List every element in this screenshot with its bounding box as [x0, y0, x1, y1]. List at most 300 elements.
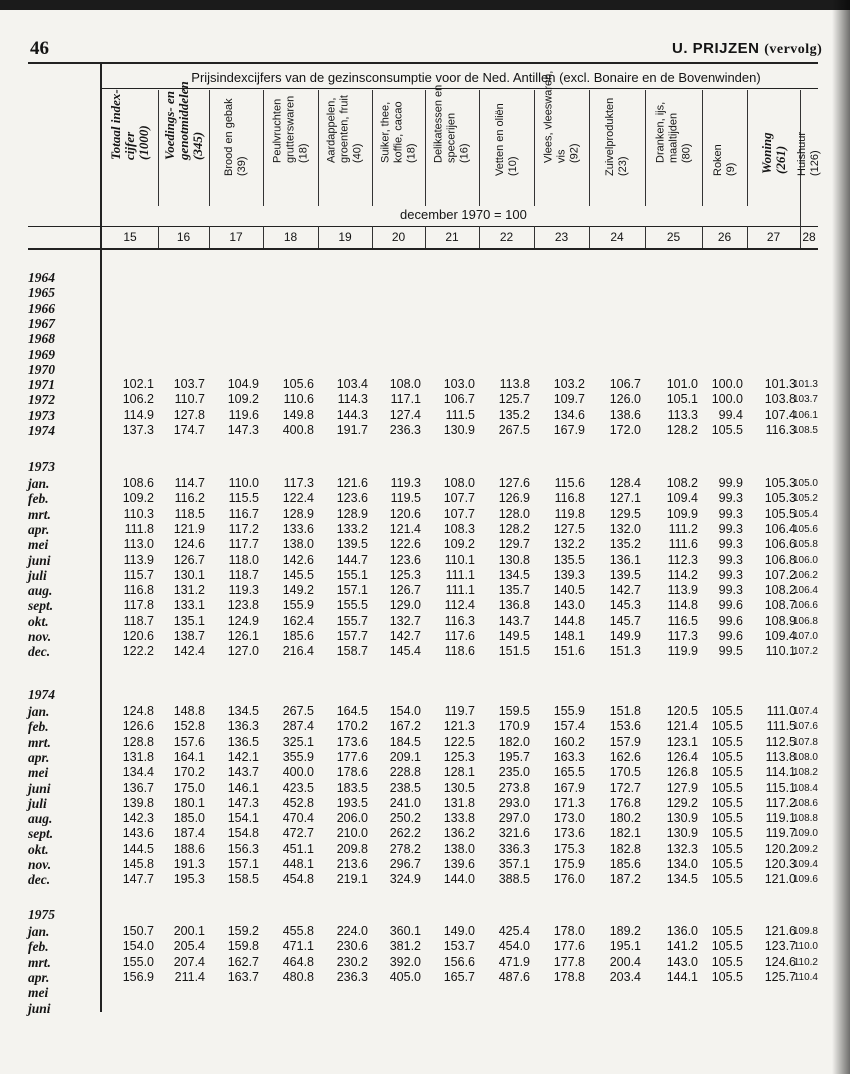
column-header-label: Delikatessen en specerijen (16): [432, 84, 471, 163]
row-label: juli: [28, 567, 47, 583]
table-cell: 105.3: [764, 476, 796, 490]
table-cell: 200.1: [173, 924, 205, 938]
column-header: [318, 92, 372, 202]
column-header: [589, 92, 645, 202]
table-cell: 117.3: [283, 476, 314, 490]
table-cell: 119.7: [765, 826, 796, 841]
table-cell: 178.0: [553, 924, 585, 938]
table-cell: 157.7: [336, 629, 368, 643]
table-cell: 108.4: [792, 782, 818, 794]
table-cell: 142.3: [122, 811, 154, 826]
table-cell: 176.8: [609, 795, 641, 810]
table-cell: 106.1: [792, 409, 818, 421]
table-cell: 136.2: [443, 826, 475, 841]
table-cell: 324.9: [389, 872, 421, 887]
table-cell: 138.0: [443, 841, 475, 856]
table-cell: 111.5: [445, 407, 475, 422]
table-cell: 105.5: [711, 841, 743, 856]
table-cell: 127.4: [389, 407, 421, 422]
table-cell: 216.4: [282, 644, 314, 659]
table-cell: 121.4: [666, 719, 698, 734]
column-header: [479, 92, 534, 202]
table-cell: 99.6: [718, 613, 743, 628]
table-cell: 165.5: [553, 765, 585, 780]
table-cell: 230.2: [336, 954, 368, 969]
table-cell: 104.9: [227, 377, 259, 392]
table-cell: 191.3: [173, 857, 205, 871]
table-cell: 118.6: [444, 644, 475, 659]
table-cell: 105.6: [792, 523, 818, 535]
table-cell: 176.0: [553, 872, 585, 887]
table-cell: 203.4: [609, 969, 641, 984]
table-cell: 113.3: [667, 407, 698, 422]
column-number-divider: [534, 226, 535, 248]
table-cell: 162.4: [282, 613, 314, 628]
table-cell: 105.5: [711, 811, 743, 826]
table-cell: 106.2: [122, 392, 154, 407]
table-cell: 189.2: [609, 924, 641, 938]
table-cell: 110.3: [123, 506, 154, 521]
table-cell: 293.0: [498, 795, 530, 810]
row-label: 1967: [28, 315, 55, 331]
table-cell: 128.9: [282, 506, 314, 521]
table-cell: 106.8: [764, 552, 796, 567]
row-label: 1972: [28, 392, 55, 408]
table-cell: 116.7: [228, 506, 259, 521]
table-cell: 454.0: [498, 939, 530, 954]
table-cell: 123.6: [336, 491, 368, 506]
table-cell: 388.5: [498, 872, 530, 887]
table-cell: 126.8: [666, 765, 698, 780]
table-cell: 115.1: [765, 780, 796, 795]
table-cell: 155.0: [122, 954, 154, 969]
table-cell: 145.3: [609, 598, 641, 613]
table-cell: 129.7: [498, 537, 530, 552]
table-cell: 119.3: [228, 583, 259, 598]
table-cell: 480.8: [282, 969, 314, 984]
table-cell: 153.7: [443, 939, 475, 954]
table-cell: 115.7: [123, 567, 154, 582]
table-cell: 130.8: [498, 552, 530, 567]
table-cell: 210.0: [336, 826, 368, 841]
table-cell: 129.2: [666, 795, 698, 810]
header-rule: [28, 62, 818, 64]
table-cell: 178.8: [553, 969, 585, 984]
table-cell: 400.0: [282, 765, 314, 780]
table-cell: 151.3: [609, 644, 641, 659]
table-cell: 149.2: [282, 583, 314, 598]
table-cell: 336.3: [498, 841, 530, 856]
table-cell: 134.5: [227, 704, 259, 718]
table-cell: 357.1: [498, 857, 530, 871]
table-cell: 250.2: [389, 811, 421, 826]
row-label: 1971: [28, 377, 55, 393]
table-cell: 108.3: [443, 521, 475, 536]
table-cell: 119.8: [554, 506, 585, 521]
column-number: 22: [499, 230, 514, 244]
column-header-label: Totaal index- cijfer (1000): [108, 89, 151, 160]
column-header: [534, 70, 589, 202]
table-cell: 105.5: [711, 826, 743, 841]
table-cell: 195.3: [173, 872, 205, 887]
table-cell: 105.5: [711, 704, 743, 718]
table-cell: 471.1: [282, 939, 314, 954]
table-cell: 125.3: [389, 567, 421, 582]
table-cell: 139.3: [553, 567, 585, 582]
column-header-label: Vlees, vleeswaren, vis (92): [542, 70, 580, 163]
table-cell: 136.0: [666, 924, 698, 938]
column-header: [209, 92, 263, 202]
row-label: jan.: [28, 924, 50, 939]
table-cell: 105.5: [711, 969, 743, 984]
table-cell: 180.1: [173, 795, 205, 810]
table-cell: 108.6: [792, 797, 818, 809]
table-cell: 193.5: [336, 795, 368, 810]
table-cell: 105.5: [711, 924, 743, 938]
column-number-divider: [702, 226, 703, 248]
table-cell: 164.1: [173, 749, 205, 764]
table-cell: 144.5: [122, 841, 154, 856]
table-cell: 110.1: [444, 552, 475, 567]
table-cell: 148.8: [173, 704, 205, 718]
table-cell: 110.7: [174, 392, 205, 407]
table-cell: 116.8: [554, 491, 585, 506]
column-header-label: Suiker, thee, koffie, cacao (18): [379, 101, 417, 163]
table-cell: 109.2: [122, 491, 154, 506]
table-cell: 107.0: [792, 631, 818, 642]
table-cell: 127.6: [498, 476, 530, 490]
table-cell: 138.0: [282, 537, 314, 552]
row-label: mei: [28, 537, 49, 553]
page-number: 46: [30, 38, 49, 59]
table-cell: 116.8: [123, 583, 154, 598]
table-cell: 107.7: [443, 506, 475, 521]
table-cell: 128.2: [666, 423, 698, 437]
table-cell: 113.8: [499, 377, 530, 392]
table-cell: 127.5: [553, 521, 585, 536]
row-label: apr.: [28, 749, 50, 765]
table-cell: 116.2: [174, 491, 205, 506]
column-header-label: Dranken, ijs, maaltijden (80): [654, 101, 692, 163]
column-number: 17: [229, 230, 243, 244]
table-cell: 119.5: [390, 491, 421, 506]
table-cell: 124.8: [122, 704, 154, 718]
table-cell: 105.6: [282, 377, 314, 392]
table-cell: 119.9: [667, 644, 698, 659]
table-cell: 128.1: [443, 765, 475, 780]
table-cell: 134.5: [666, 872, 698, 887]
table-cell: 113.9: [123, 552, 154, 567]
table-cell: 138.6: [609, 407, 641, 422]
table-cell: 105.5: [711, 765, 743, 780]
row-label: 1965: [28, 285, 55, 301]
table-cell: 99.3: [718, 521, 743, 536]
table-cell: 114.8: [667, 598, 698, 613]
table-cell: 111.5: [766, 719, 796, 734]
table-cell: 321.6: [498, 826, 530, 841]
table-cell: 230.6: [336, 939, 368, 954]
table-cell: 170.2: [336, 719, 368, 734]
column-number: 19: [338, 230, 352, 244]
table-cell: 109.4: [792, 859, 818, 870]
base-label: december 1970 = 100: [400, 207, 527, 222]
table-cell: 126.1: [227, 629, 259, 643]
table-cell: 154.8: [227, 826, 259, 841]
table-cell: 171.3: [553, 795, 585, 810]
column-header: [645, 92, 702, 202]
table-cell: 109.6: [792, 874, 818, 886]
table-cell: 273.8: [498, 780, 530, 795]
table-cell: 123.7: [764, 939, 796, 954]
table-cell: 136.8: [498, 598, 530, 613]
table-cell: 142.1: [227, 749, 259, 764]
table-cell: 267.5: [498, 423, 530, 437]
table-cell: 137.3: [122, 423, 154, 437]
table-cell: 114.9: [123, 407, 154, 422]
table-cell: 132.0: [609, 521, 641, 536]
table-cell: 143.7: [498, 613, 530, 628]
column-number-divider: [158, 226, 159, 248]
table-cell: 127.9: [666, 780, 698, 795]
table-cell: 487.6: [498, 969, 530, 984]
table-cell: 455.8: [282, 924, 314, 938]
table-cell: 110.0: [228, 476, 259, 490]
table-cell: 170.2: [173, 765, 205, 780]
column-number: 26: [717, 230, 732, 244]
table-cell: 99.3: [718, 583, 743, 598]
table-cell: 127.0: [227, 644, 259, 659]
table-cell: 296.7: [389, 857, 421, 871]
column-header-label: Roken (9): [711, 144, 737, 176]
column-header: [102, 89, 158, 202]
table-cell: 114.2: [667, 567, 698, 582]
table-cell: 148.1: [553, 629, 585, 643]
table-cell: 117.1: [390, 392, 421, 407]
table-cell: 423.5: [282, 780, 314, 795]
table-cell: 128.8: [122, 734, 154, 749]
table-cell: 149.8: [282, 407, 314, 422]
table-cell: 127.8: [173, 407, 205, 422]
table-cell: 117.2: [765, 795, 796, 810]
table-cell: 187.2: [609, 872, 641, 887]
table-cell: 173.6: [336, 734, 368, 749]
table-cell: 119.6: [228, 407, 259, 422]
table-cell: 105.1: [666, 392, 698, 407]
table-cell: 105.5: [711, 780, 743, 795]
table-cell: 101.0: [666, 377, 698, 392]
table-cell: 129.5: [609, 506, 641, 521]
table-cell: 144.7: [336, 552, 368, 567]
table-cell: 151.8: [609, 704, 641, 718]
table-cell: 135.2: [498, 407, 530, 422]
table-cell: 111.2: [668, 521, 698, 536]
table-cell: 105.5: [711, 749, 743, 764]
table-cell: 167.9: [553, 423, 585, 437]
table-cell: 142.7: [609, 583, 641, 598]
table-cell: 131.8: [122, 749, 154, 764]
table-cell: 182.1: [609, 826, 641, 841]
row-label: 1969: [28, 346, 55, 362]
column-header-label: Peulvruchten grutterswaren (18): [271, 95, 309, 163]
table-cell: 116.5: [667, 613, 698, 628]
running-title-main: U. PRIJZEN: [672, 40, 760, 57]
table-cell: 238.5: [389, 780, 421, 795]
column-number: 18: [283, 230, 298, 244]
table-cell: 105.4: [792, 508, 818, 520]
table-cell: 99.4: [718, 407, 743, 422]
table-cell: 109.2: [792, 843, 818, 855]
table-cell: 107.2: [792, 646, 818, 658]
table-cell: 118.0: [228, 552, 259, 567]
table-cell: 267.5: [282, 704, 314, 718]
table-cell: 107.7: [443, 491, 475, 506]
row-label: 1964: [28, 270, 55, 285]
row-label: 1974: [28, 423, 55, 438]
table-cell: 107.4: [764, 407, 796, 422]
table-cell: 111.8: [124, 521, 154, 536]
table-cell: 143.0: [553, 598, 585, 613]
table-cell: 115.6: [554, 476, 585, 490]
table-cell: 134.0: [666, 857, 698, 871]
row-label: juni: [28, 552, 51, 568]
table-cell: 142.7: [389, 629, 421, 643]
table-cell: 122.5: [443, 734, 475, 749]
column-number-divider: [425, 226, 426, 248]
table-cell: 185.6: [609, 857, 641, 871]
table-cell: 157.1: [227, 857, 259, 871]
table-cell: 155.9: [282, 598, 314, 613]
column-header-label: Voedings- en genotmiddelen (345): [161, 81, 205, 160]
column-number-divider: [747, 226, 748, 248]
table-cell: 99.3: [718, 537, 743, 552]
table-cell: 108.0: [792, 751, 818, 763]
table-cell: 144.0: [443, 872, 475, 887]
table-cell: 123.8: [227, 598, 259, 613]
table-cell: 154.1: [227, 811, 259, 826]
row-label: 1968: [28, 331, 55, 347]
table-cell: 133.2: [336, 521, 368, 536]
table-cell: 109.2: [443, 537, 475, 552]
table-cell: 126.9: [498, 491, 530, 506]
column-number: 25: [666, 230, 681, 244]
table-cell: 112.5: [765, 734, 796, 749]
table-cell: 126.7: [173, 552, 205, 567]
row-label: jan.: [28, 704, 50, 719]
table-cell: 464.8: [282, 954, 314, 969]
table-cell: 121.9: [173, 521, 205, 536]
column-number: 21: [445, 230, 459, 244]
table-cell: 105.3: [764, 491, 796, 506]
table-cell: 107.2: [764, 567, 796, 582]
table-cell: 392.0: [389, 954, 421, 969]
table-cell: 143.6: [122, 826, 154, 841]
table-cell: 123.1: [666, 734, 698, 749]
table-cell: 106.8: [792, 615, 818, 627]
table-cell: 109.7: [553, 392, 585, 407]
table-cell: 205.4: [173, 939, 205, 954]
table-cell: 132.7: [389, 613, 421, 628]
table-cell: 107.8: [792, 736, 818, 748]
table-cell: 470.4: [282, 811, 314, 826]
table-cell: 147.3: [227, 795, 259, 810]
table-cell: 125.7: [498, 392, 530, 407]
table-cell: 159.2: [227, 924, 259, 938]
table-cell: 127.1: [609, 491, 641, 506]
table-cell: 112.4: [444, 598, 475, 613]
table-cell: 124.6: [173, 537, 205, 552]
table-cell: 131.8: [443, 795, 475, 810]
table-cell: 121.4: [389, 521, 421, 536]
table-cell: 99.6: [718, 629, 743, 643]
table-cell: 118.5: [174, 506, 205, 521]
table-cell: 187.4: [173, 826, 205, 841]
table-cell: 125.7: [764, 969, 796, 984]
table-cell: 120.6: [122, 629, 154, 643]
table-cell: 108.6: [122, 476, 154, 490]
column-header-label: Huishuur (126): [796, 131, 821, 176]
table-cell: 191.7: [336, 423, 368, 437]
table-cell: 105.5: [711, 872, 743, 887]
row-label: juli: [28, 795, 47, 811]
table-cell: 122.6: [389, 537, 421, 552]
table-cell: 170.5: [609, 765, 641, 780]
table-cell: 108.0: [389, 377, 421, 392]
row-label: juni: [28, 1000, 51, 1016]
table-cell: 154.0: [122, 939, 154, 954]
table-cell: 175.0: [173, 780, 205, 795]
row-label: nov.: [28, 857, 52, 872]
column-number: 28: [802, 230, 816, 244]
table-cell: 109.4: [764, 629, 796, 643]
table-cell: 126.0: [609, 392, 641, 407]
table-cell: 117.8: [123, 598, 154, 613]
table-cell: 150.7: [122, 924, 154, 938]
table-cell: 158.5: [227, 872, 259, 887]
table-cell: 144.3: [336, 407, 368, 422]
table-cell: 108.7: [764, 598, 796, 613]
table-cell: 209.8: [336, 841, 368, 856]
row-label: mrt.: [28, 506, 51, 522]
table-cell: 167.9: [553, 780, 585, 795]
table-cell: 207.4: [173, 954, 205, 969]
table-cell: 236.3: [336, 969, 368, 984]
table-cell: 451.1: [282, 841, 314, 856]
table-cell: 126.7: [389, 583, 421, 598]
table-cell: 117.6: [444, 629, 475, 643]
table-cell: 108.5: [792, 425, 818, 436]
table-cell: 108.2: [666, 476, 698, 490]
table-cell: 111.1: [445, 583, 475, 598]
table-cell: 173.0: [553, 811, 585, 826]
table-cell: 117.3: [667, 629, 698, 643]
table-cell: 131.2: [173, 583, 205, 598]
table-cell: 183.5: [336, 780, 368, 795]
table-cell: 195.7: [498, 749, 530, 764]
table-cell: 108.0: [443, 476, 475, 490]
table-cell: 182.8: [609, 841, 641, 856]
table-cell: 149.0: [443, 924, 475, 938]
table-cell: 117.2: [228, 521, 259, 536]
table-cell: 135.1: [173, 613, 205, 628]
table-cell: 112.3: [667, 552, 698, 567]
table-cell: 153.6: [609, 719, 641, 734]
table-cell: 107.4: [792, 706, 818, 717]
table-cell: 105.0: [792, 478, 818, 489]
table-cell: 101.3: [792, 379, 818, 391]
column-header-label: Brood en gebak (39): [223, 98, 248, 176]
scan-top-edge: [0, 0, 850, 10]
table-cell: 105.5: [711, 423, 743, 437]
